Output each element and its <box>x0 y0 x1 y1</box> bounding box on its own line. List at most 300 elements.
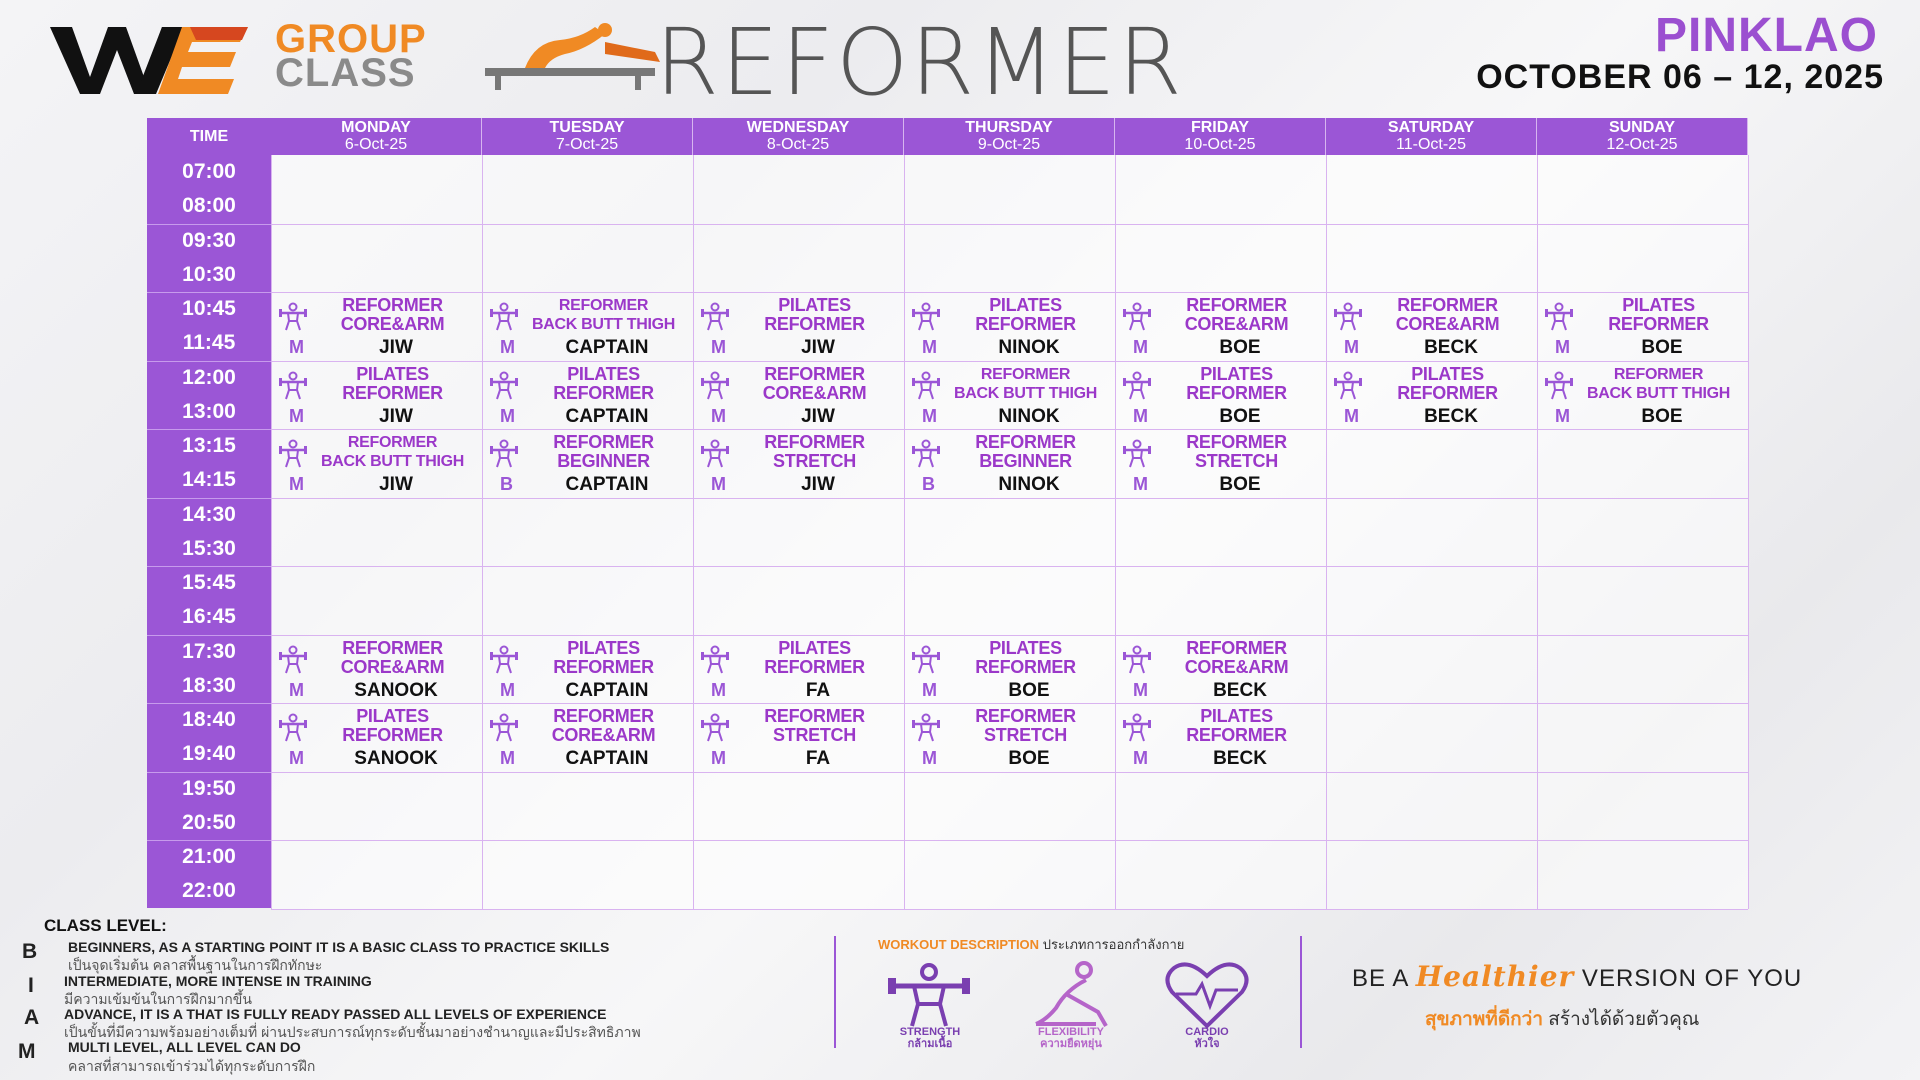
instructor-name: BOE <box>1219 474 1261 495</box>
group-class-logo <box>275 17 427 95</box>
strength-icon <box>1122 371 1152 401</box>
class-name <box>305 296 480 334</box>
class-name-line1: REFORMER <box>980 365 1071 383</box>
strength-icon <box>278 302 308 332</box>
class-name <box>305 433 480 471</box>
cardio-label: CARDIO หัวใจ <box>1185 1026 1229 1050</box>
class-level: M <box>1133 748 1148 768</box>
class-name <box>516 433 691 471</box>
time-end: 10:30 <box>182 262 236 286</box>
class-level: M <box>500 405 515 426</box>
class-name-line2: REFORMER <box>1186 382 1287 403</box>
class-card <box>1115 703 1326 771</box>
class-name-line2: CORE&ARM <box>762 382 867 403</box>
class-card <box>1115 635 1326 703</box>
class-name <box>516 365 691 403</box>
class-level-title: CLASS LEVEL: <box>44 916 167 935</box>
day-header-wednesday <box>693 118 904 155</box>
class-card <box>271 635 482 703</box>
class-card <box>271 703 482 771</box>
class-name-line1: PILATES <box>567 637 640 658</box>
day-header-sunday <box>1537 118 1748 155</box>
time-end: 16:45 <box>182 605 236 628</box>
class-level: M <box>711 474 726 494</box>
strength-icon <box>278 645 308 675</box>
class-name <box>938 296 1113 334</box>
class-name-line1: PILATES <box>989 637 1062 658</box>
strength-icon <box>700 645 730 675</box>
class-level: M <box>1133 474 1148 494</box>
instructor-name: NINOK <box>998 337 1060 358</box>
time-start: 10:45 <box>182 297 236 320</box>
time-end: 13:00 <box>182 399 236 423</box>
instructor-name: CAPTAIN <box>565 679 649 701</box>
time-separator <box>147 566 271 567</box>
time-start: 13:15 <box>182 434 236 457</box>
class-card <box>482 703 693 771</box>
class-name-line1: REFORMER <box>1613 365 1704 383</box>
strength-icon <box>911 439 941 469</box>
strength-icon <box>911 302 941 332</box>
time-start: 15:45 <box>182 571 236 594</box>
strength-icon <box>1333 302 1363 332</box>
day-date: 9-Oct-25 <box>977 136 1041 153</box>
time-end: 08:00 <box>182 194 236 217</box>
footer-divider-left <box>834 936 836 1048</box>
time-separator <box>147 292 271 293</box>
day-date: 11-Oct-25 <box>1396 136 1466 153</box>
day-name: SATURDAY <box>1387 119 1475 136</box>
class-level: M <box>1133 405 1148 426</box>
class-level: M <box>289 679 304 700</box>
class-level: M <box>289 474 304 494</box>
class-name-line1: REFORMER <box>347 434 438 451</box>
level-desc-a: ADVANCE, IT IS A THAT IS FULLY READY PASSED ALL LEVELS OF EXPERIENCE <box>64 1006 607 1022</box>
class-name <box>305 707 480 745</box>
class-name <box>938 365 1113 403</box>
class-name-line1: REFORMER <box>975 706 1076 726</box>
time-start: 09:30 <box>182 228 236 252</box>
time-separator <box>147 772 271 773</box>
class-name <box>727 639 902 677</box>
class-card <box>1115 292 1326 360</box>
column-line <box>271 155 272 909</box>
class-name <box>1571 365 1746 403</box>
class-name-line2: BACK BUTT THIGH <box>531 316 676 333</box>
class-card <box>482 361 693 429</box>
class-name-line1: PILATES <box>1622 295 1695 315</box>
class-name-line1: REFORMER <box>342 295 443 315</box>
class-name <box>1360 296 1535 334</box>
class-name-line1: REFORMER <box>342 637 443 658</box>
day-name: WEDNESDAY <box>746 119 850 136</box>
time-separator <box>147 840 271 841</box>
row-line <box>271 909 1748 910</box>
class-card <box>904 429 1115 497</box>
instructor-name: BOE <box>1219 405 1261 427</box>
strength-icon <box>700 713 730 743</box>
class-name-line2: CORE&ARM <box>1395 314 1500 334</box>
class-level: M <box>500 748 515 768</box>
class-card <box>482 292 693 360</box>
class-name-line1: PILATES <box>989 295 1062 315</box>
time-end: 20:50 <box>182 810 236 834</box>
instructor-name: JIW <box>379 474 413 495</box>
time-separator <box>147 224 271 225</box>
class-name-line2: CORE&ARM <box>340 314 445 334</box>
instructor-name: CAPTAIN <box>565 474 649 495</box>
class-card <box>904 703 1115 771</box>
instructor-name: NINOK <box>998 474 1060 495</box>
instructor-name: BOE <box>1008 748 1050 769</box>
class-card <box>904 292 1115 360</box>
instructor-name: SANOOK <box>354 748 438 769</box>
time-separator <box>147 703 271 704</box>
class-card <box>271 292 482 360</box>
class-name-line1: REFORMER <box>558 297 649 314</box>
day-header-monday <box>271 118 482 155</box>
class-card <box>482 429 693 497</box>
class-level: M <box>1344 405 1359 426</box>
class-level: M <box>1133 679 1148 700</box>
class-level: M <box>1555 405 1570 426</box>
time-start: 07:00 <box>182 160 236 183</box>
class-name <box>1149 707 1324 745</box>
strength-icon <box>1122 439 1152 469</box>
time-end: 15:30 <box>182 536 236 560</box>
time-end: 22:00 <box>182 879 236 902</box>
time-start: 21:00 <box>182 845 236 868</box>
cardio-icon <box>1162 960 1252 1030</box>
class-name-line2: STRETCH <box>1195 451 1278 471</box>
strength-icon <box>1333 371 1363 401</box>
class-level: M <box>1344 337 1359 357</box>
time-header: TIME <box>147 118 272 155</box>
strength-icon <box>1544 371 1574 401</box>
instructor-name: BOE <box>1641 337 1683 358</box>
class-card <box>1537 292 1748 360</box>
class-name-line2: REFORMER <box>1397 382 1498 403</box>
instructor-name: CAPTAIN <box>565 748 649 769</box>
instructor-name: BECK <box>1213 679 1267 701</box>
level-desc-i-th: มีความเข้มข้นในการฝึกมากขึ้น <box>64 991 252 1007</box>
class-name-line2: REFORMER <box>342 382 443 403</box>
instructor-name: BECK <box>1424 405 1478 427</box>
header <box>0 0 1920 115</box>
class-name-line2: REFORMER <box>553 656 654 677</box>
we-logo <box>50 22 250 97</box>
class-card <box>1537 361 1748 429</box>
level-letter-m: M <box>18 1040 36 1063</box>
class-level: B <box>922 474 935 494</box>
class-card <box>271 429 482 497</box>
time-column <box>147 155 271 908</box>
class-name-line1: REFORMER <box>1186 295 1287 315</box>
slogan-highlight: Healthier <box>1415 960 1575 993</box>
class-level: M <box>922 679 937 700</box>
class-name-line1: PILATES <box>356 363 429 384</box>
workout-description-title: WORKOUT DESCRIPTION ประเภทการออกกำลังกาย <box>878 937 1185 952</box>
strength-icon <box>911 713 941 743</box>
class-card <box>1326 292 1537 360</box>
class-name-line1: REFORMER <box>1186 637 1287 658</box>
class-name-line1: PILATES <box>1200 706 1273 726</box>
instructor-name: JIW <box>379 337 413 358</box>
day-date: 10-Oct-25 <box>1184 136 1256 153</box>
class-level: M <box>711 337 726 357</box>
class-name-line1: PILATES <box>778 637 851 658</box>
class-name-line2: BEGINNER <box>557 451 650 471</box>
time-end: 14:15 <box>182 468 236 491</box>
class-name-line2: REFORMER <box>1608 314 1709 334</box>
time-separator <box>147 498 271 499</box>
strength-icon <box>1544 302 1574 332</box>
class-name-line2: CORE&ARM <box>1184 656 1289 677</box>
class-card <box>1115 429 1326 497</box>
class-name-line1: PILATES <box>1411 363 1484 384</box>
week-dates: OCTOBER 06 – 12, 2025 <box>1476 58 1884 96</box>
instructor-name: FA <box>805 748 831 769</box>
strength-icon <box>278 713 308 743</box>
level-desc-a-th: เป็นขั้นที่มีความพร้อมอย่างเต็มที่ ผ่านประสบการณ์ทุกระดับชั้นมาอย่างชำนาญและมีประสิทธิภาพ <box>64 1024 641 1040</box>
strength-icon <box>489 302 519 332</box>
instructor-name: JIW <box>801 405 835 427</box>
column-line <box>904 155 905 909</box>
class-level: M <box>711 679 726 700</box>
class-level: M <box>922 748 937 768</box>
day-name: MONDAY <box>341 119 411 136</box>
class-level: M <box>1133 337 1148 357</box>
class-name <box>516 707 691 745</box>
row-line <box>271 498 1748 499</box>
instructor-name: BOE <box>1641 405 1683 427</box>
day-date: 8-Oct-25 <box>766 136 830 153</box>
instructor-name: BOE <box>1219 337 1261 358</box>
strength-icon <box>884 960 974 1030</box>
time-separator <box>147 635 271 636</box>
strength-icon <box>489 645 519 675</box>
class-name <box>938 707 1113 745</box>
class-name-line1: PILATES <box>567 363 640 384</box>
class-name-line1: PILATES <box>356 706 429 726</box>
class-name-line2: BACK BUTT THIGH <box>1586 384 1731 402</box>
class-level: M <box>289 405 304 426</box>
class-name-line1: REFORMER <box>1186 432 1287 452</box>
time-end: 18:30 <box>182 673 236 697</box>
class-name <box>305 639 480 677</box>
class-level: M <box>922 405 937 426</box>
branch-name: PINKLAO <box>1655 9 1878 62</box>
column-line <box>1748 155 1749 909</box>
class-card <box>482 635 693 703</box>
class-name-line1: PILATES <box>1200 363 1273 384</box>
slogan: BE A Healthier VERSION OF YOU <box>1352 960 1803 993</box>
class-name <box>727 296 902 334</box>
class-name-line2: BACK BUTT THIGH <box>953 384 1098 402</box>
level-letter-a: A <box>24 1006 40 1029</box>
class-name <box>1149 639 1324 677</box>
strength-icon <box>1122 713 1152 743</box>
class-name <box>1149 365 1324 403</box>
class-level: B <box>500 474 513 494</box>
class-name <box>516 639 691 677</box>
level-desc-m: MULTI LEVEL, ALL LEVEL CAN DO <box>68 1039 301 1055</box>
instructor-name: CAPTAIN <box>565 337 649 358</box>
class-name-line1: PILATES <box>778 295 851 315</box>
instructor-name: SANOOK <box>354 679 438 701</box>
strength-icon <box>911 371 941 401</box>
time-start: 12:00 <box>182 365 236 389</box>
day-date: 6-Oct-25 <box>344 136 408 153</box>
class-level: M <box>289 337 304 357</box>
class-card <box>693 361 904 429</box>
class-name-line1: REFORMER <box>553 706 654 726</box>
class-name-line2: REFORMER <box>342 725 443 745</box>
class-name-line1: REFORMER <box>1397 295 1498 315</box>
class-card <box>904 361 1115 429</box>
instructor-name: NINOK <box>998 405 1060 427</box>
strength-icon <box>911 645 941 675</box>
class-label: CLASS <box>275 51 416 95</box>
class-name <box>305 365 480 403</box>
level-desc-i: INTERMEDIATE, MORE INTENSE IN TRAINING <box>64 973 372 989</box>
class-card <box>904 635 1115 703</box>
time-start: 18:40 <box>182 708 236 731</box>
strength-icon <box>700 302 730 332</box>
class-name <box>727 707 902 745</box>
class-name <box>727 365 902 403</box>
footer-divider-right <box>1300 936 1302 1048</box>
day-date: 12-Oct-25 <box>1606 136 1678 153</box>
class-card <box>271 361 482 429</box>
level-letter-b: B <box>22 940 38 963</box>
class-name-line2: CORE&ARM <box>1184 314 1289 334</box>
row-line <box>271 772 1748 773</box>
class-name-line2: CORE&ARM <box>340 656 445 677</box>
level-desc-b-th: เป็นจุดเริ่มต้น คลาสพื้นฐานในการฝึกทักษะ <box>68 957 323 973</box>
timetable <box>147 118 1749 908</box>
strength-icon <box>489 371 519 401</box>
day-date: 7-Oct-25 <box>555 136 619 153</box>
class-name <box>938 639 1113 677</box>
class-card <box>1115 361 1326 429</box>
strength-label: STRENGTH กล้ามเนื้อ <box>899 1026 961 1050</box>
class-card <box>693 429 904 497</box>
class-name <box>1571 296 1746 334</box>
class-level: M <box>711 405 726 426</box>
strength-icon <box>489 713 519 743</box>
time-separator <box>147 429 271 430</box>
class-name-line2: REFORMER <box>764 656 865 677</box>
class-card <box>693 703 904 771</box>
instructor-name: BOE <box>1008 679 1050 701</box>
strength-icon <box>1122 645 1152 675</box>
class-level: M <box>711 748 726 768</box>
class-level: M <box>1555 337 1570 357</box>
instructor-name: JIW <box>801 474 835 495</box>
day-name: SUNDAY <box>1608 119 1676 136</box>
day-header-saturday <box>1326 118 1537 155</box>
instructor-name: FA <box>805 679 831 701</box>
class-name-line2: REFORMER <box>1186 725 1287 745</box>
class-name <box>1149 296 1324 334</box>
column-line <box>1326 155 1327 909</box>
class-name-line2: BACK BUTT THIGH <box>320 453 465 470</box>
class-name-line2: CORE&ARM <box>551 725 656 745</box>
strength-icon <box>700 371 730 401</box>
strength-icon <box>1122 302 1152 332</box>
class-name-line2: STRETCH <box>773 451 856 471</box>
class-name <box>1360 365 1535 403</box>
class-level: M <box>500 337 515 357</box>
class-name-line2: REFORMER <box>764 314 865 334</box>
title-reformer: REFORMER <box>655 9 1184 116</box>
day-header-friday <box>1115 118 1326 155</box>
row-line <box>271 224 1748 225</box>
class-name <box>727 433 902 471</box>
strength-icon <box>489 439 519 469</box>
column-line <box>1537 155 1538 909</box>
footer <box>0 912 1920 1080</box>
day-name: FRIDAY <box>1190 119 1250 136</box>
class-name-line2: STRETCH <box>773 725 856 745</box>
class-name <box>1149 433 1324 471</box>
level-desc-b: BEGINNERS, AS A STARTING POINT IT IS A BASIC CLASS TO PRACTICE SKILLS <box>68 939 610 955</box>
class-name-line2: REFORMER <box>553 382 654 403</box>
class-level: M <box>500 679 515 700</box>
class-name-line1: REFORMER <box>764 706 865 726</box>
time-start: 14:30 <box>182 502 236 526</box>
day-name: TUESDAY <box>549 119 625 136</box>
row-line <box>271 840 1748 841</box>
time-separator <box>147 361 271 362</box>
time-end: 19:40 <box>182 742 236 765</box>
column-line <box>693 155 694 909</box>
instructor-name: CAPTAIN <box>565 405 649 427</box>
class-card <box>693 635 904 703</box>
day-header-tuesday <box>482 118 693 155</box>
instructor-name: JIW <box>801 337 835 358</box>
class-name-line1: REFORMER <box>975 432 1076 452</box>
column-line <box>1115 155 1116 909</box>
instructor-name: BECK <box>1213 748 1267 769</box>
level-letter-i: I <box>28 974 34 997</box>
class-level: M <box>922 337 937 357</box>
group-label: GROUP <box>275 17 427 61</box>
class-name <box>938 433 1113 471</box>
class-level: M <box>289 748 304 768</box>
day-header-thursday <box>904 118 1115 155</box>
class-name-line2: STRETCH <box>984 725 1067 745</box>
class-name-line2: REFORMER <box>975 656 1076 677</box>
strength-icon <box>278 371 308 401</box>
flexibility-label: FLEXIBILITY ความยืดหยุ่น <box>1038 1026 1104 1050</box>
instructor-name: JIW <box>379 405 413 427</box>
class-name-line2: BEGINNER <box>979 451 1072 471</box>
time-start: 17:30 <box>182 639 236 663</box>
row-line <box>271 566 1748 567</box>
instructor-name: BECK <box>1424 337 1478 358</box>
day-name: THURSDAY <box>965 119 1053 136</box>
class-name-line1: REFORMER <box>764 363 865 384</box>
level-desc-m-th: คลาสที่สามารถเข้าร่วมได้ทุกระดับการฝึก <box>68 1058 316 1074</box>
slogan-thai: สุขภาพที่ดีกว่า สร้างได้ด้วยตัวคุณ <box>1425 1009 1700 1030</box>
class-name <box>516 296 691 334</box>
class-card <box>1326 361 1537 429</box>
strength-icon <box>278 439 308 469</box>
column-line <box>482 155 483 909</box>
time-end: 11:45 <box>182 331 236 354</box>
